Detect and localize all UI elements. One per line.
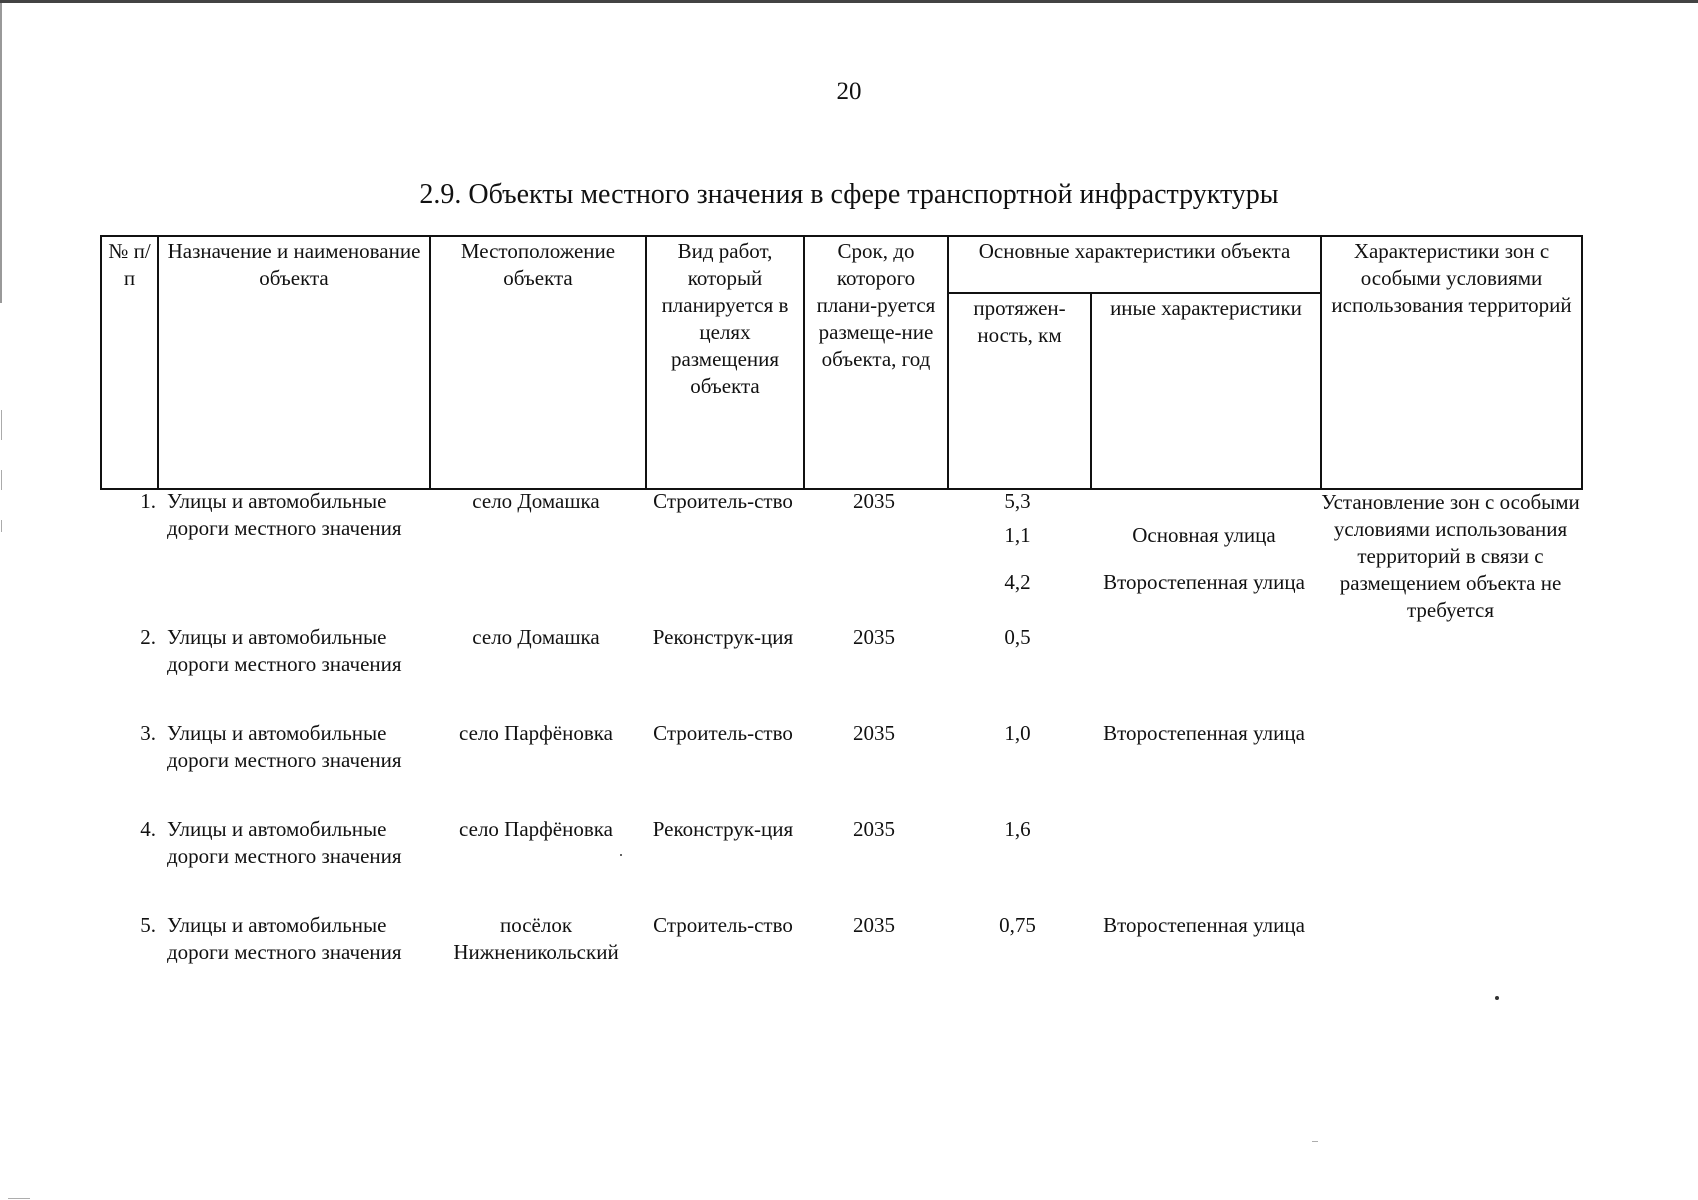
object-location: посёлок Нижненикольский xyxy=(453,913,619,964)
length-km: 1,6 xyxy=(1004,817,1031,841)
length-km: 4,2 xyxy=(1004,570,1031,594)
object-location: село Домашка xyxy=(472,489,600,513)
other-characteristics: Основная улица xyxy=(1132,523,1276,547)
object-name: Улицы и автомобильные дороги местного значения xyxy=(167,817,402,868)
header-main-characteristics: Основные характеристики объекта xyxy=(948,236,1321,293)
work-type: Строитель-ство xyxy=(653,913,793,937)
header-location: Местоположение объекта xyxy=(430,236,646,489)
deadline-year: 2035 xyxy=(853,489,895,513)
other-characteristics: Второстепенная улица xyxy=(1103,721,1305,745)
section-title: 2.9. Объекты местного значения в сфере транспортной инфраструктуры xyxy=(419,179,1279,210)
header-name: Назначение и наименование объекта xyxy=(158,236,430,489)
scan-tick xyxy=(8,1198,30,1199)
header-other: иные характеристики xyxy=(1091,293,1321,489)
header-deadline: Срок, до которого плани-руется размеще-ние объекта, год xyxy=(804,236,948,489)
work-type: Реконструк-ция xyxy=(652,817,794,841)
work-type: Реконструк-ция xyxy=(652,625,794,649)
length-km: 1,0 xyxy=(1004,721,1031,745)
scan-dot xyxy=(1495,996,1499,1000)
length-km: 5,3 xyxy=(1004,489,1031,513)
scan-edge-left xyxy=(0,3,2,303)
deadline-year: 2035 xyxy=(853,721,895,745)
deadline-year: 2035 xyxy=(853,913,895,937)
scan-mark xyxy=(1,410,2,440)
other-characteristics: Второстепенная улица xyxy=(1103,570,1305,594)
deadline-year: 2035 xyxy=(853,625,895,649)
row-number: 4. xyxy=(140,817,156,841)
object-location: село Домашка xyxy=(472,625,600,649)
object-name: Улицы и автомобильные дороги местного значения xyxy=(167,489,402,540)
other-characteristics: Второстепенная улица xyxy=(1103,913,1305,937)
length-km: 0,5 xyxy=(1004,625,1031,649)
page-number: 20 xyxy=(836,78,862,105)
length-km: 0,75 xyxy=(999,913,1036,937)
scan-dot xyxy=(620,854,622,856)
table-header xyxy=(100,235,1583,490)
row-number: 5. xyxy=(140,913,156,937)
scan-mark xyxy=(1,520,2,532)
work-type: Строитель-ство xyxy=(653,721,793,745)
header-zones: Характеристики зон с особыми условиями использования территорий xyxy=(1321,236,1582,489)
object-location: село Парфёновка xyxy=(459,721,613,745)
work-type: Строитель-ство xyxy=(653,489,793,513)
deadline-year: 2035 xyxy=(853,817,895,841)
object-name: Улицы и автомобильные дороги местного значения xyxy=(167,721,402,772)
row-number: 2. xyxy=(140,625,156,649)
row-number: 1. xyxy=(140,489,156,513)
row-number: 3. xyxy=(140,721,156,745)
object-name: Улицы и автомобильные дороги местного значения xyxy=(167,625,402,676)
scan-tick xyxy=(1312,1141,1318,1142)
object-name: Улицы и автомобильные дороги местного значения xyxy=(167,913,402,964)
scan-mark xyxy=(1,470,2,490)
header-work-type: Вид работ, который планируется в целях размещения объекта xyxy=(646,236,804,489)
header-length: протяжен-ность, км xyxy=(948,293,1091,489)
header-no: № п/п xyxy=(101,236,158,489)
zones-note: Установление зон с особыми условиями использования территорий в связи с размещением объекта не требуется xyxy=(1321,490,1580,622)
length-km: 1,1 xyxy=(1004,523,1031,547)
object-location: село Парфёновка xyxy=(459,817,613,841)
scan-edge-top xyxy=(0,0,1698,3)
